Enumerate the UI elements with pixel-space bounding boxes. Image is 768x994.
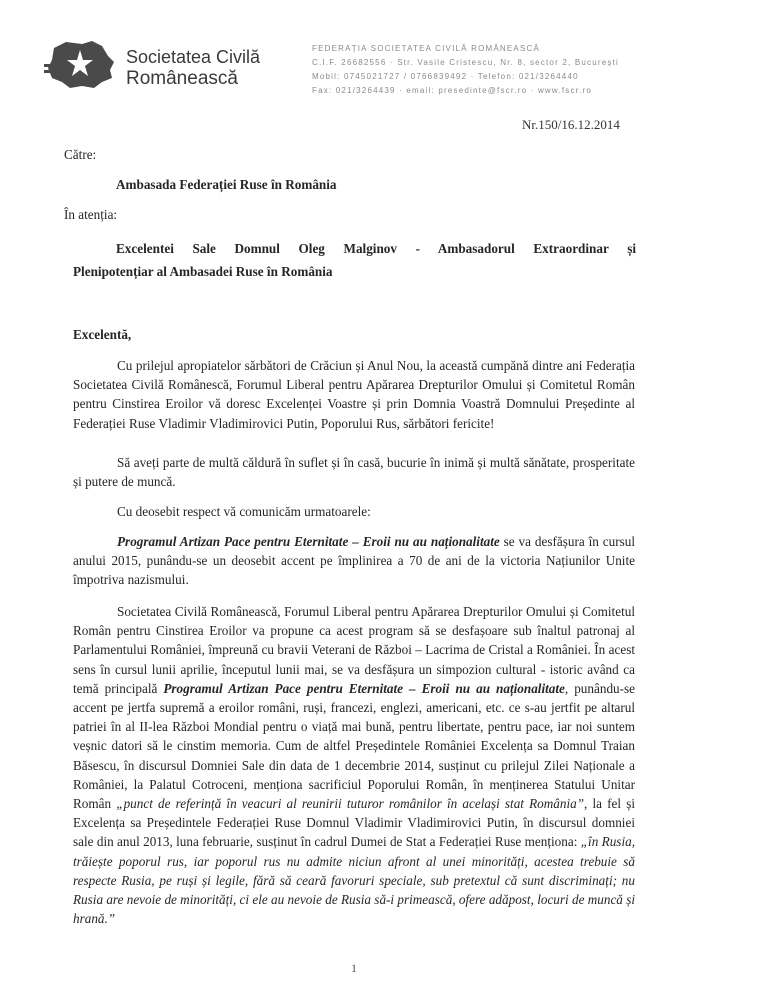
quote-putin: „în Rusia, trăiește poporul rus, iar poporul rus nu admite niciun afront al unei minorități, acestea trebuie să respecte Rusia, pe ruși și legile, fără să ceară favoruri speciale, sub pretextul că sunt discriminați; nu Rusia are nevoie de minorități, ci ele au nevoie de Rusia să-i primească, ofere adăpost, locuri de muncă și hrană.” <box>73 834 635 927</box>
paragraph-greetings-text: Cu prilejul apropiatelor sărbători de Crăciun și Anul Nou, la această cumpănă dintre ani Federația Societatea Civilă Românescă, Forumul Liberal pentru Apărarea Drepturilor Omului și Comitetul Român pentru Cinstirea Eroilor vă doresc Excelenței Voastre și prin Domnia Voastră Domnului Președinte al Federației Ruse Vladimir Vladimirovici Putin, Poporului Rus, sărbători fericite! <box>73 358 635 431</box>
registration-number: Nr.150/16.12.2014 <box>522 117 620 132</box>
paragraph-wishes <box>73 453 635 491</box>
attention-line-2: Plenipotențiar al Ambasadei Ruse în România <box>73 264 333 279</box>
addressee: Ambasada Federației Ruse în România <box>116 177 337 192</box>
paragraph-intro <box>73 502 635 521</box>
paragraph-main-text-c: , la fel și Excelența sa Președintele Federației Ruse Domnul Vladimir Vladimirovici Putin, în discursul domniei sale din anul 2013, luna februarie, susținut în cadrul Dumei de Stat a Federației Ruse menționa: <box>73 796 635 850</box>
to-label: Către: <box>64 147 97 162</box>
brand-line-2: Românească <box>126 68 238 89</box>
paragraph-main <box>73 602 635 928</box>
contact-line-4: Fax: 021/3264439 · email: presedinte@fscr.ro · www.fscr.ro <box>312 86 593 95</box>
paragraph-greetings <box>73 356 635 433</box>
paragraph-main-text-a: Societatea Civilă Românească, Forumul Liberal pentru Apărarea Drepturilor Omului și Comitetul Român pentru Cinstirea Eroilor va propune ca acest program să se desfașoare sub înaltul patronaj al Parlamentului României, împreună cu bravii Veterani de Război – Lacrima de Cristal a României. În acest sens în cursul lunii aprilie, începutul lunii mai, se va desfășura un simpozion cultural - istoric având ca temă principală <box>73 604 635 696</box>
contact-block <box>312 42 664 98</box>
contact-line-1: FEDERAȚIA SOCIETATEA CIVILĂ ROMÂNEASCĂ <box>312 44 541 53</box>
attention-line-1: Excelentei Sale Domnul Oleg Malginov - Ambasadorul Extraordinar și <box>116 241 636 256</box>
paragraph-wishes-text: Să aveți parte de multă căldură în suflet și în casă, bucurie în inimă și multă sănătate, prosperitate și putere de muncă. <box>73 455 635 490</box>
attention-label: În atenția: <box>64 207 118 222</box>
salutation: Excelentă, <box>73 327 132 342</box>
contact-line-2: C.I.F. 26682556 · Str. Vasile Cristescu, Nr. 8, sector 2, București <box>312 58 620 67</box>
contact-line-3: Mobil: 0745021727 / 0766839492 · Telefon: 021/3264440 <box>312 72 579 81</box>
program-title: Programul Artizan Pace pentru Eternitate – Eroii nu au naționalitate <box>117 534 500 549</box>
paragraph-main-text-b: , punându-se accent pe jertfa supremă a eroilor români, ruși, francezi, englezi, americani, etc. ce s-au jertfit pe altarul patriei în al II-lea Război Mondial pentru o viață mai bună, pentru libertate, pentru pace, iar noi suntem veșnic datori să le cinstim memoria. Cum de altfel Președintele României Excelența sa Domnul Traian Băsescu, în discursul Domniei Sale din data de 1 decembrie 2014, susținut cu prilejul Zilei Naționale a României, la Palatul Cotroceni, menționa sacrificiul Poporului Român, în menținerea Statului Unitar Român <box>73 680 636 812</box>
page-number: 1 <box>351 961 357 975</box>
quote-basescu: „punct de referință în veacuri al reunirii tuturor românilor în același stat România” <box>116 796 585 812</box>
brand-name <box>126 47 260 89</box>
romania-map-logo-icon <box>44 38 116 90</box>
paragraph-program-text: se va desfășura în cursul anului 2015, punându-se un deosebit accent pe împlinirea a 70 de ani de la victoria Națiunilor Unite împotriva nazismului. <box>73 534 635 588</box>
program-title-inline: Programul Artizan Pace pentru Eternitate – Eroii nu au naționalitate <box>163 680 565 696</box>
paragraph-program <box>73 532 635 590</box>
paragraph-intro-text: Cu deosebit respect vă comunicăm urmatoarele: <box>117 504 371 519</box>
brand-line-1: Societatea Civilă <box>126 47 261 67</box>
